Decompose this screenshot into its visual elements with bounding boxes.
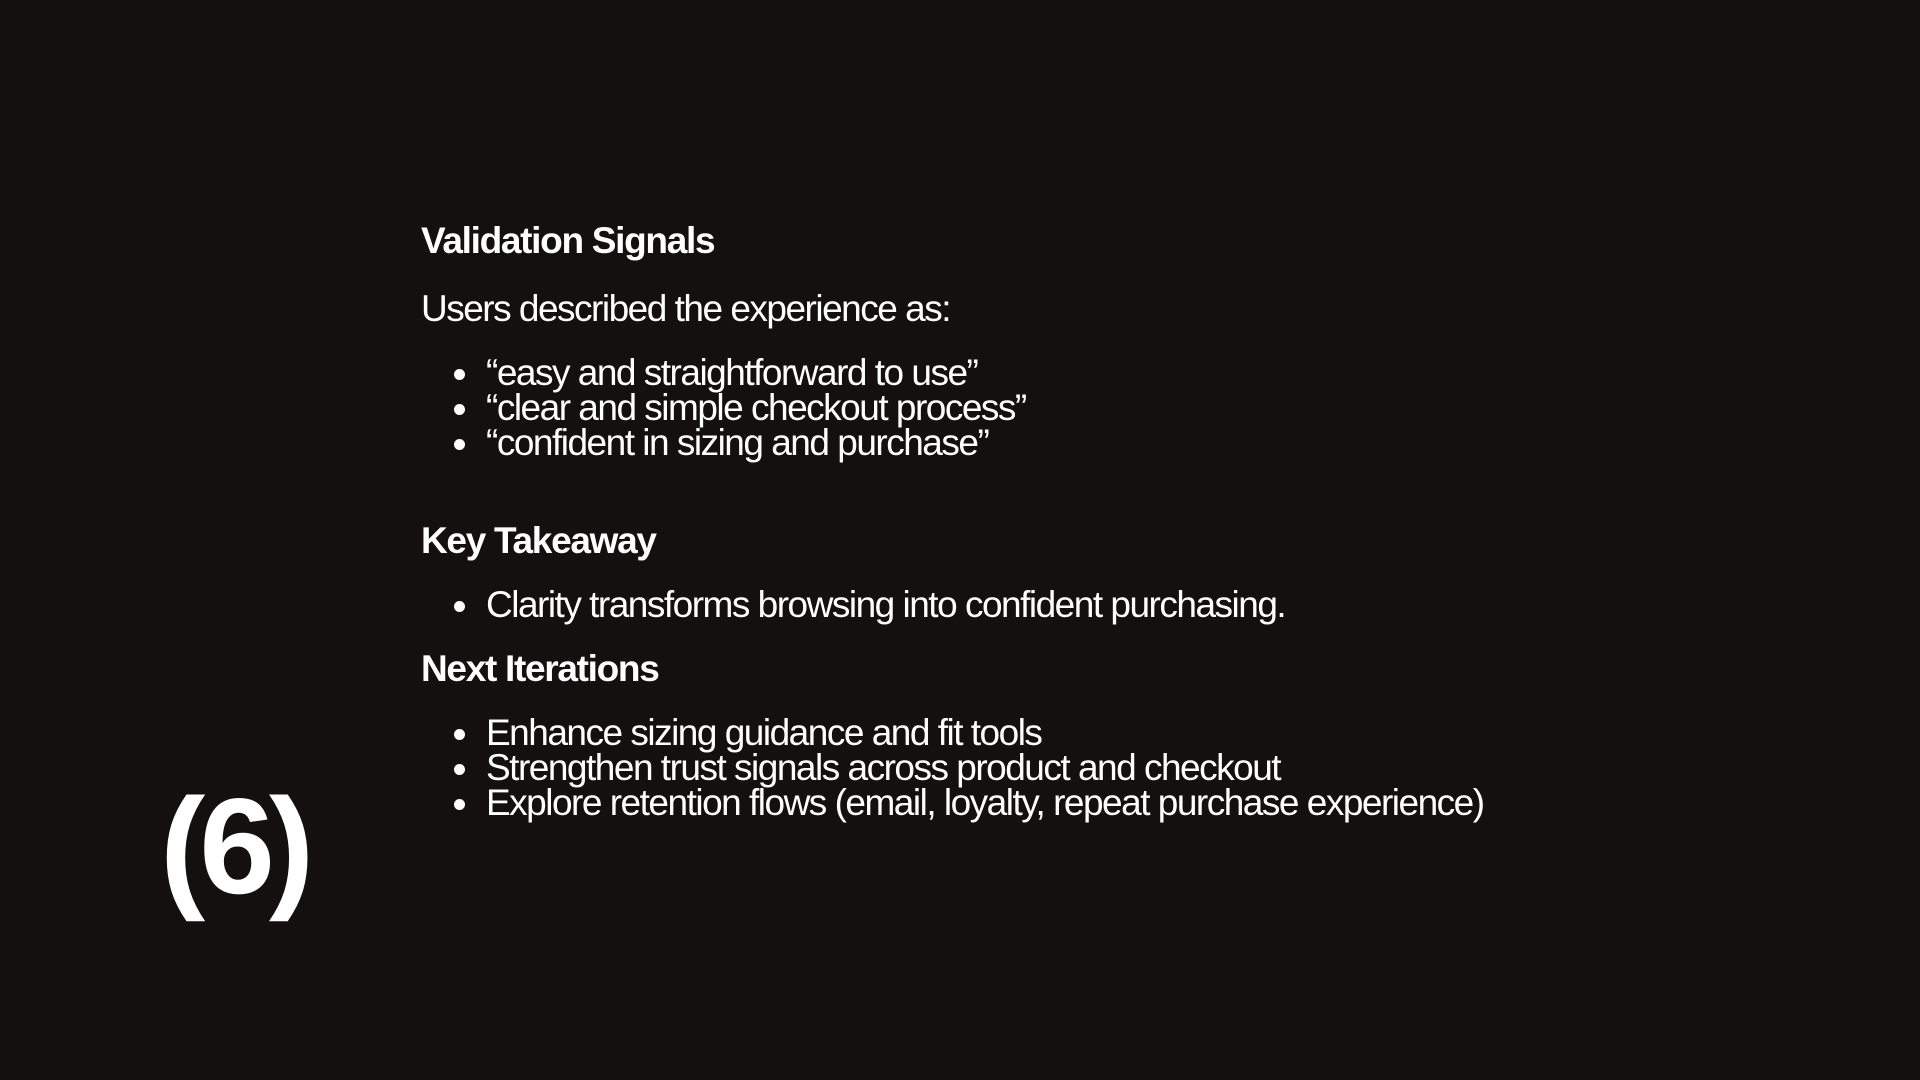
validation-signals-heading: Validation Signals: [421, 220, 715, 261]
list-item: [421, 422, 1721, 463]
key-takeaway-heading: Key Takeaway: [421, 520, 656, 561]
bullet-icon: [454, 369, 465, 380]
slide-number: (6): [160, 770, 309, 922]
quote-text: “clear and simple checkout process”: [486, 387, 1026, 428]
list-item: [421, 584, 1721, 625]
list-item: [421, 352, 1721, 393]
validation-intro-text: Users described the experience as:: [421, 288, 950, 329]
list-item: [421, 387, 1721, 428]
quote-text: “confident in sizing and purchase”: [486, 422, 989, 463]
list-item: [421, 782, 1721, 823]
next-iterations-heading: Next Iterations: [421, 648, 659, 689]
list-item: [421, 747, 1721, 788]
iteration-text: Explore retention flows (email, loyalty, repeat purchase experience): [486, 782, 1484, 823]
validation-quotes-list: [421, 352, 1721, 463]
bullet-icon: [454, 439, 465, 450]
bullet-icon: [454, 601, 465, 612]
quote-text: “easy and straightforward to use”: [486, 352, 978, 393]
slide-content: [421, 218, 1721, 823]
iteration-text: Enhance sizing guidance and fit tools: [486, 712, 1042, 753]
bullet-icon: [454, 799, 465, 810]
bullet-icon: [454, 729, 465, 740]
list-item: [421, 712, 1721, 753]
iteration-text: Strengthen trust signals across product and checkout: [486, 747, 1281, 788]
next-iterations-list: [421, 712, 1721, 823]
bullet-icon: [454, 404, 465, 415]
takeaway-text: Clarity transforms browsing into confident purchasing.: [486, 584, 1286, 625]
bullet-icon: [454, 764, 465, 775]
key-takeaway-list: [421, 584, 1721, 625]
